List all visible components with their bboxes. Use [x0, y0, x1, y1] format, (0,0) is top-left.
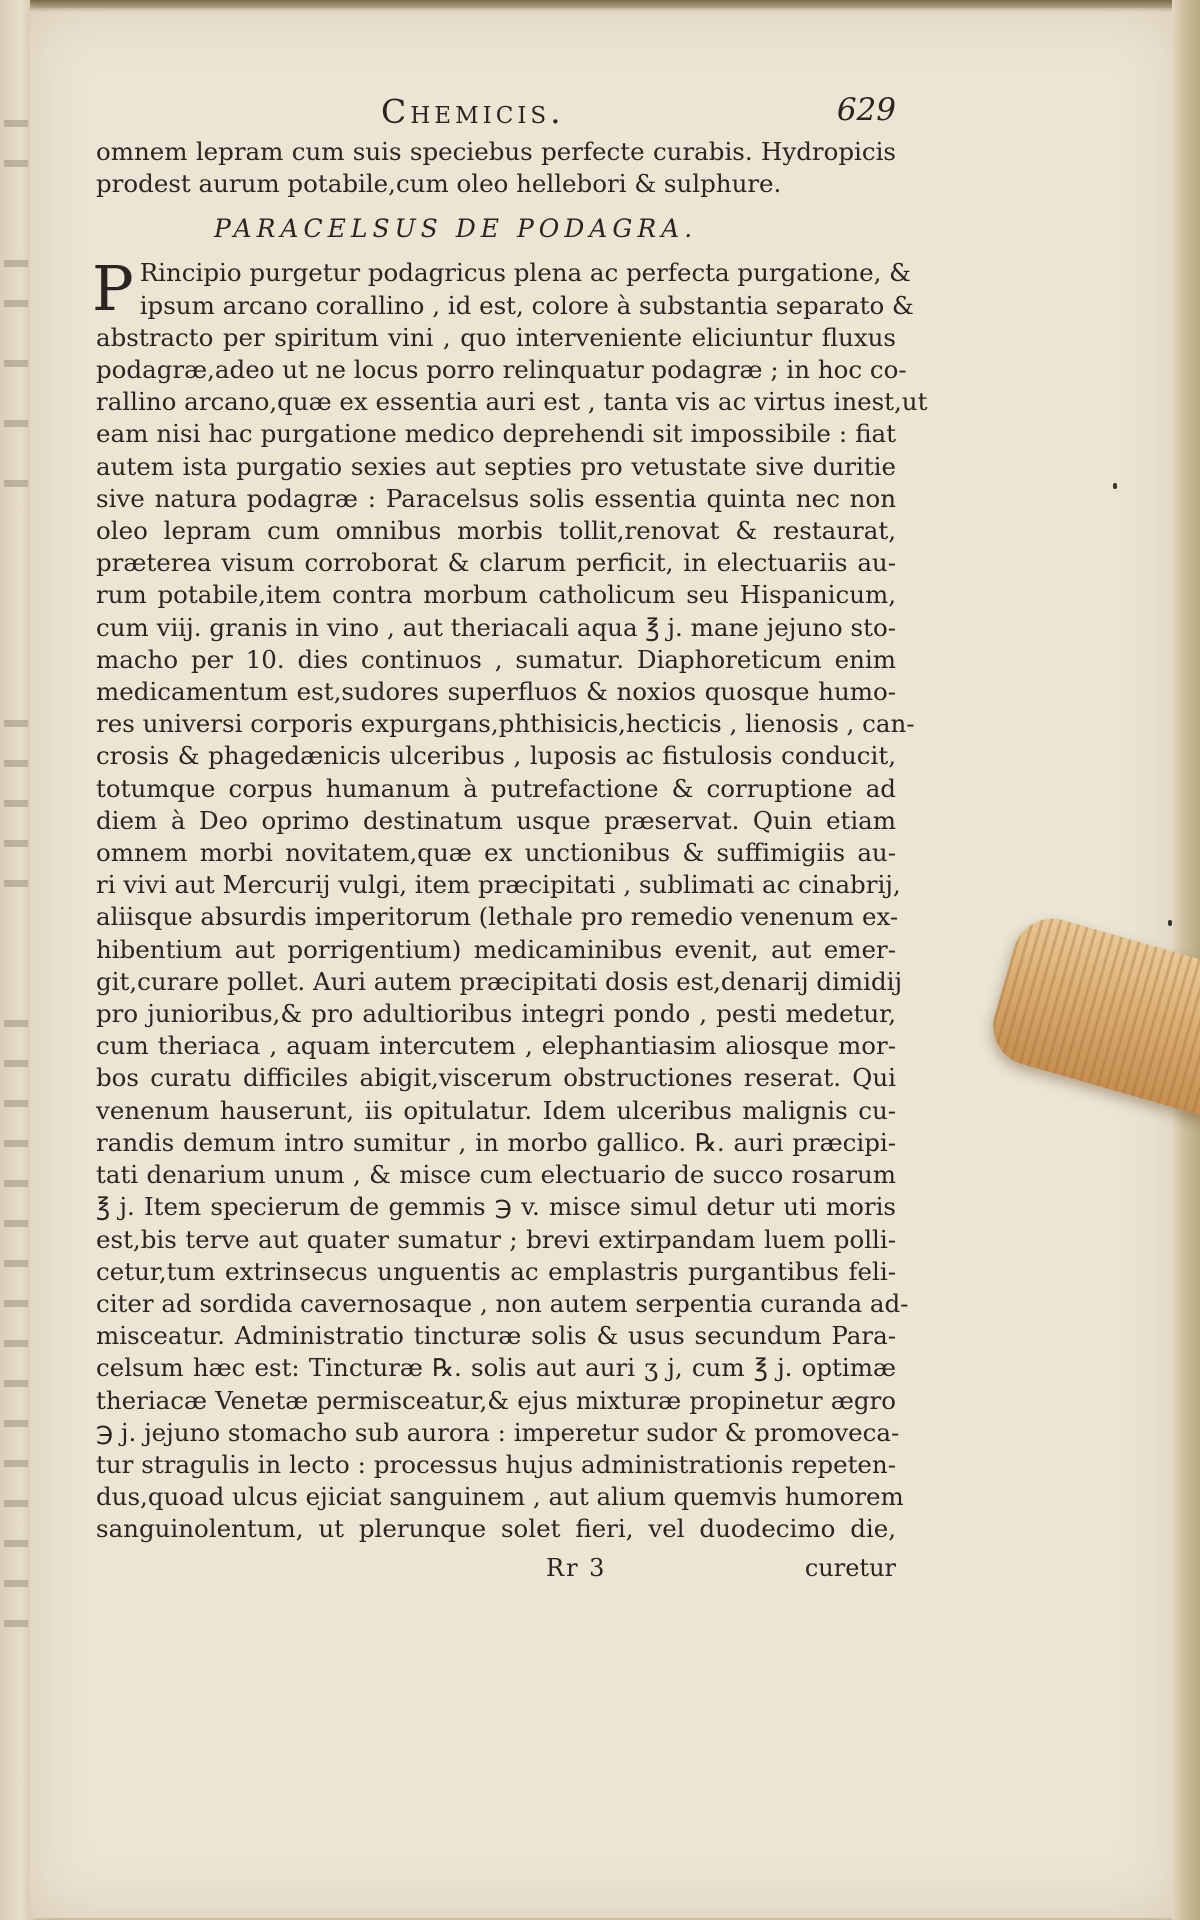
- text-line: celsum hæc est: Tincturæ ℞. solis aut auri ʒ j, cum ℥ j. optimæ: [96, 1353, 896, 1383]
- ink-speck: [1113, 483, 1117, 489]
- text-line: medicamentum est,sudores superfluos & noxios quosque humo-: [96, 677, 896, 707]
- text-line: prodest aurum potabile,cum oleo hellebori & sulphure.: [96, 169, 782, 199]
- text-line: oleo lepram cum omnibus morbis tollit,renovat & restaurat,: [96, 516, 896, 546]
- bleed-through-mark: [4, 1300, 28, 1307]
- text-line: abstracto per spiritum vini , quo interveniente eliciuntur fluxus: [96, 322, 896, 352]
- section-heading: PARACELSUS DE PODAGRA.: [214, 214, 698, 244]
- page-number: 629: [836, 92, 896, 128]
- bleed-through-mark: [4, 260, 28, 267]
- bleed-through-mark: [4, 1100, 28, 1107]
- bleed-through-mark: [4, 120, 28, 127]
- bleed-through-mark: [4, 800, 28, 807]
- bleed-through-mark: [4, 720, 28, 727]
- text-line: tati denarium unum , & misce cum electuario de succo rosarum: [96, 1160, 896, 1190]
- text-line: crosis & phagedænicis ulceribus , luposis ac fistulosis conducit,: [96, 741, 896, 771]
- bleed-through-mark: [4, 360, 28, 367]
- bleed-through-mark: [4, 420, 28, 427]
- page-footer: [96, 1550, 896, 1588]
- ink-speck: [1168, 920, 1172, 926]
- text-line: ipsum arcano corallino , id est, colore à substantia separato &: [139, 290, 914, 320]
- bleed-through-mark: [4, 1580, 28, 1587]
- text-line: rum potabile,item contra morbum catholicum seu Hispanicum,: [96, 580, 896, 610]
- text-line: macho per 10. dies continuos , sumatur. Diaphoreticum enim: [96, 644, 896, 674]
- bleed-through-mark: [4, 1180, 28, 1187]
- bleed-through-mark: [4, 1260, 28, 1267]
- bleed-through-mark: [4, 1420, 28, 1427]
- text-line: cetur,tum extrinsecus unguentis ac emplastris purgantibus feli-: [96, 1256, 896, 1286]
- bleed-through-mark: [4, 840, 28, 847]
- bleed-through-mark: [4, 880, 28, 887]
- running-head: [96, 86, 896, 136]
- bleed-through-mark: [4, 1380, 28, 1387]
- text-line: sive natura podagræ : Paracelsus solis essentia quinta nec non: [96, 483, 896, 513]
- text-line: diem à Deo oprimo destinatum usque præservat. Quin etiam: [96, 805, 896, 835]
- signature-mark: Rr 3: [546, 1553, 607, 1582]
- bleed-through-mark: [4, 1020, 28, 1027]
- text-line: cum theriaca , aquam intercutem , elephantiasim aliosque mor-: [96, 1031, 896, 1061]
- text-line: præterea visum corroborat & clarum perficit, in electuariis au-: [96, 548, 896, 578]
- bleed-through-mark: [4, 1340, 28, 1347]
- text-line: podagræ,adeo ut ne locus porro relinquatur podagræ ; in hoc co-: [96, 355, 907, 385]
- bleed-through-mark: [4, 300, 28, 307]
- text-line: bos curatu difficiles abigit,viscerum obstructiones reserat. Qui: [96, 1063, 896, 1093]
- text-line: sanguinolentum, ut plerunque solet fieri, vel duodecimo die,: [96, 1514, 896, 1544]
- text-line: tur stragulis in lecto : processus hujus administrationis repeten-: [96, 1449, 896, 1479]
- text-line: venenum hauserunt, iis opitulatur. Idem ulceribus malignis cu-: [96, 1095, 896, 1125]
- text-line: res universi corporis expurgans,phthisicis,hecticis , lienosis , can-: [96, 709, 915, 739]
- text-line: citer ad sordida cavernosaque , non autem serpentia curanda ad-: [96, 1288, 909, 1318]
- bleed-through-mark: [4, 1620, 28, 1627]
- bleed-through-mark: [4, 1460, 28, 1467]
- text-line: ℥ j. Item specierum de gemmis ℈ v. misce simul detur uti moris: [96, 1192, 896, 1222]
- text-line: Rincipio purgetur podagricus plena ac perfecta purgatione, &: [139, 258, 911, 288]
- text-line: misceatur. Administratio tincturæ solis & usus secundum Para-: [96, 1321, 896, 1351]
- body-paragraph: [92, 252, 928, 1545]
- text-line: aliisque absurdis imperitorum (lethale pro remedio venenum ex-: [96, 902, 899, 932]
- bleed-through-mark: [4, 760, 28, 767]
- text-line: omnem morbi novitatem,quæ ex unctionibus & suffimigiis au-: [96, 838, 896, 868]
- drop-cap: P: [92, 252, 134, 326]
- bleed-through-mark: [4, 1540, 28, 1547]
- text-line: cum viij. granis in vino , aut theriacali aqua ℥ j. mane jejuno sto-: [96, 612, 896, 642]
- text-block: [92, 86, 928, 1588]
- text-line: randis demum intro sumitur , in morbo gallico. ℞. auri præcipi-: [96, 1127, 896, 1157]
- page-top-shadow: [30, 0, 1200, 12]
- bleed-through-mark: [4, 1060, 28, 1067]
- running-title: Chemicis.: [381, 92, 565, 131]
- text-line: totumque corpus humanum à putrefactione & corruptione ad: [96, 773, 896, 803]
- text-line: pro junioribus,& pro adultioribus integri pondo , pesti medetur,: [96, 999, 896, 1029]
- bleed-through-mark: [4, 160, 28, 167]
- text-line: ri vivi aut Mercurij vulgi, item præcipitati , sublimati ac cinabrij,: [96, 870, 901, 900]
- text-line: hibentium aut porrigentium) medicaminibus evenit, aut emer-: [96, 934, 896, 964]
- text-line: rallino arcano,quæ ex essentia auri est , tanta vis ac virtus inest,ut: [96, 387, 928, 417]
- bleed-through-mark: [4, 1140, 28, 1147]
- bleed-through-mark: [4, 1220, 28, 1227]
- bleed-through-mark: [4, 1500, 28, 1507]
- text-line: omnem lepram cum suis speciebus perfecte curabis. Hydropicis: [96, 137, 896, 166]
- text-line: autem ista purgatio sexies aut septies pro vetustate sive duritie: [96, 451, 896, 481]
- text-line: git,curare pollet. Auri autem præcipitati dosis est,denarij dimidij: [96, 966, 903, 996]
- text-line: eam nisi hac purgatione medico deprehendi sit impossibile : fiat: [96, 419, 896, 449]
- text-line: theriacæ Venetæ permisceatur,& ejus mixturæ propinetur ægro: [96, 1385, 896, 1415]
- bleed-through-mark: [4, 480, 28, 487]
- text-line: ℈ j. jejuno stomacho sub aurora : imperetur sudor & promoveca-: [96, 1417, 900, 1447]
- catchword: curetur: [804, 1553, 896, 1582]
- text-line: est,bis terve aut quater sumatur ; brevi extirpandam luem polli-: [96, 1224, 896, 1254]
- text-line: dus,quoad ulcus ejiciat sanguinem , aut alium quemvis humorem: [96, 1482, 904, 1512]
